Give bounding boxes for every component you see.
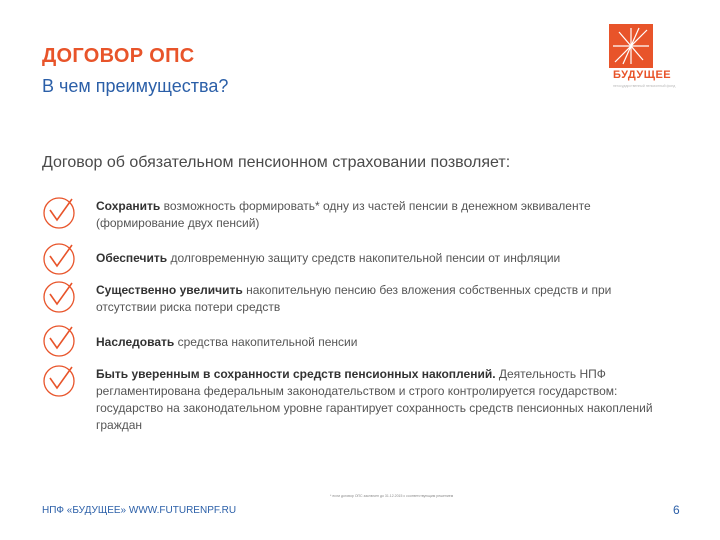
footer-link[interactable]: НПФ «БУДУЩЕЕ» WWW.FUTURENPF.RU — [42, 505, 237, 516]
list-item-bold: Наследовать — [96, 335, 175, 349]
list-item-body: средства накопительной пенсии — [174, 335, 358, 349]
logo-tagline: негосударственный пенсионный фонд — [613, 84, 676, 88]
page-subtitle: В чем преимущества? — [42, 76, 229, 96]
list-item-bold: Быть уверенным в сохранности средств пенсионных накоплений. — [96, 367, 496, 381]
intro-text: Договор об обязательном пенсионном страховании позволяет: — [42, 154, 511, 171]
list-item-text — [96, 250, 656, 267]
list-item-body: накопительную пенсию без вложения собственных средств и при отсутствии риска потери средств — [96, 283, 612, 314]
check-circle-icon — [42, 280, 76, 314]
check-circle-icon — [42, 196, 76, 230]
list-item-body: долговременную защиту средств накопительной пенсии от инфляции — [167, 251, 561, 265]
list-item-body: Деятельность НПФ регламентирована федеральным законодательством и строго контролируется государством: государство на законодательном уровне гарантирует сохранность средств пенсионных накоплений граждан — [96, 367, 653, 432]
list-item-bold: Сохранить — [96, 199, 161, 213]
list-item-text — [96, 282, 656, 316]
check-circle-icon — [42, 364, 76, 398]
page-title: ДОГОВОР ОПС — [42, 45, 195, 67]
check-circle-icon — [42, 324, 76, 358]
list-item-bold: Существенно увеличить — [96, 283, 243, 297]
fund-logo — [605, 24, 685, 94]
footnote: * если договор ОПС заключен до 31.12.2015 с соответствующим решением — [330, 494, 454, 498]
list-item-text — [96, 334, 656, 351]
page-number: 6 — [673, 503, 680, 517]
list-item-body: возможность формировать* одну из частей пенсии в денежном эквиваленте (формирование двух пенсий) — [96, 199, 591, 230]
list-item-text — [96, 198, 656, 232]
list-item-bold: Обеспечить — [96, 251, 168, 265]
check-circle-icon — [42, 242, 76, 276]
logo-mark-icon — [609, 24, 653, 68]
logo-wordmark: БУДУЩЕЕ — [613, 69, 672, 81]
list-item-text — [96, 366, 656, 434]
